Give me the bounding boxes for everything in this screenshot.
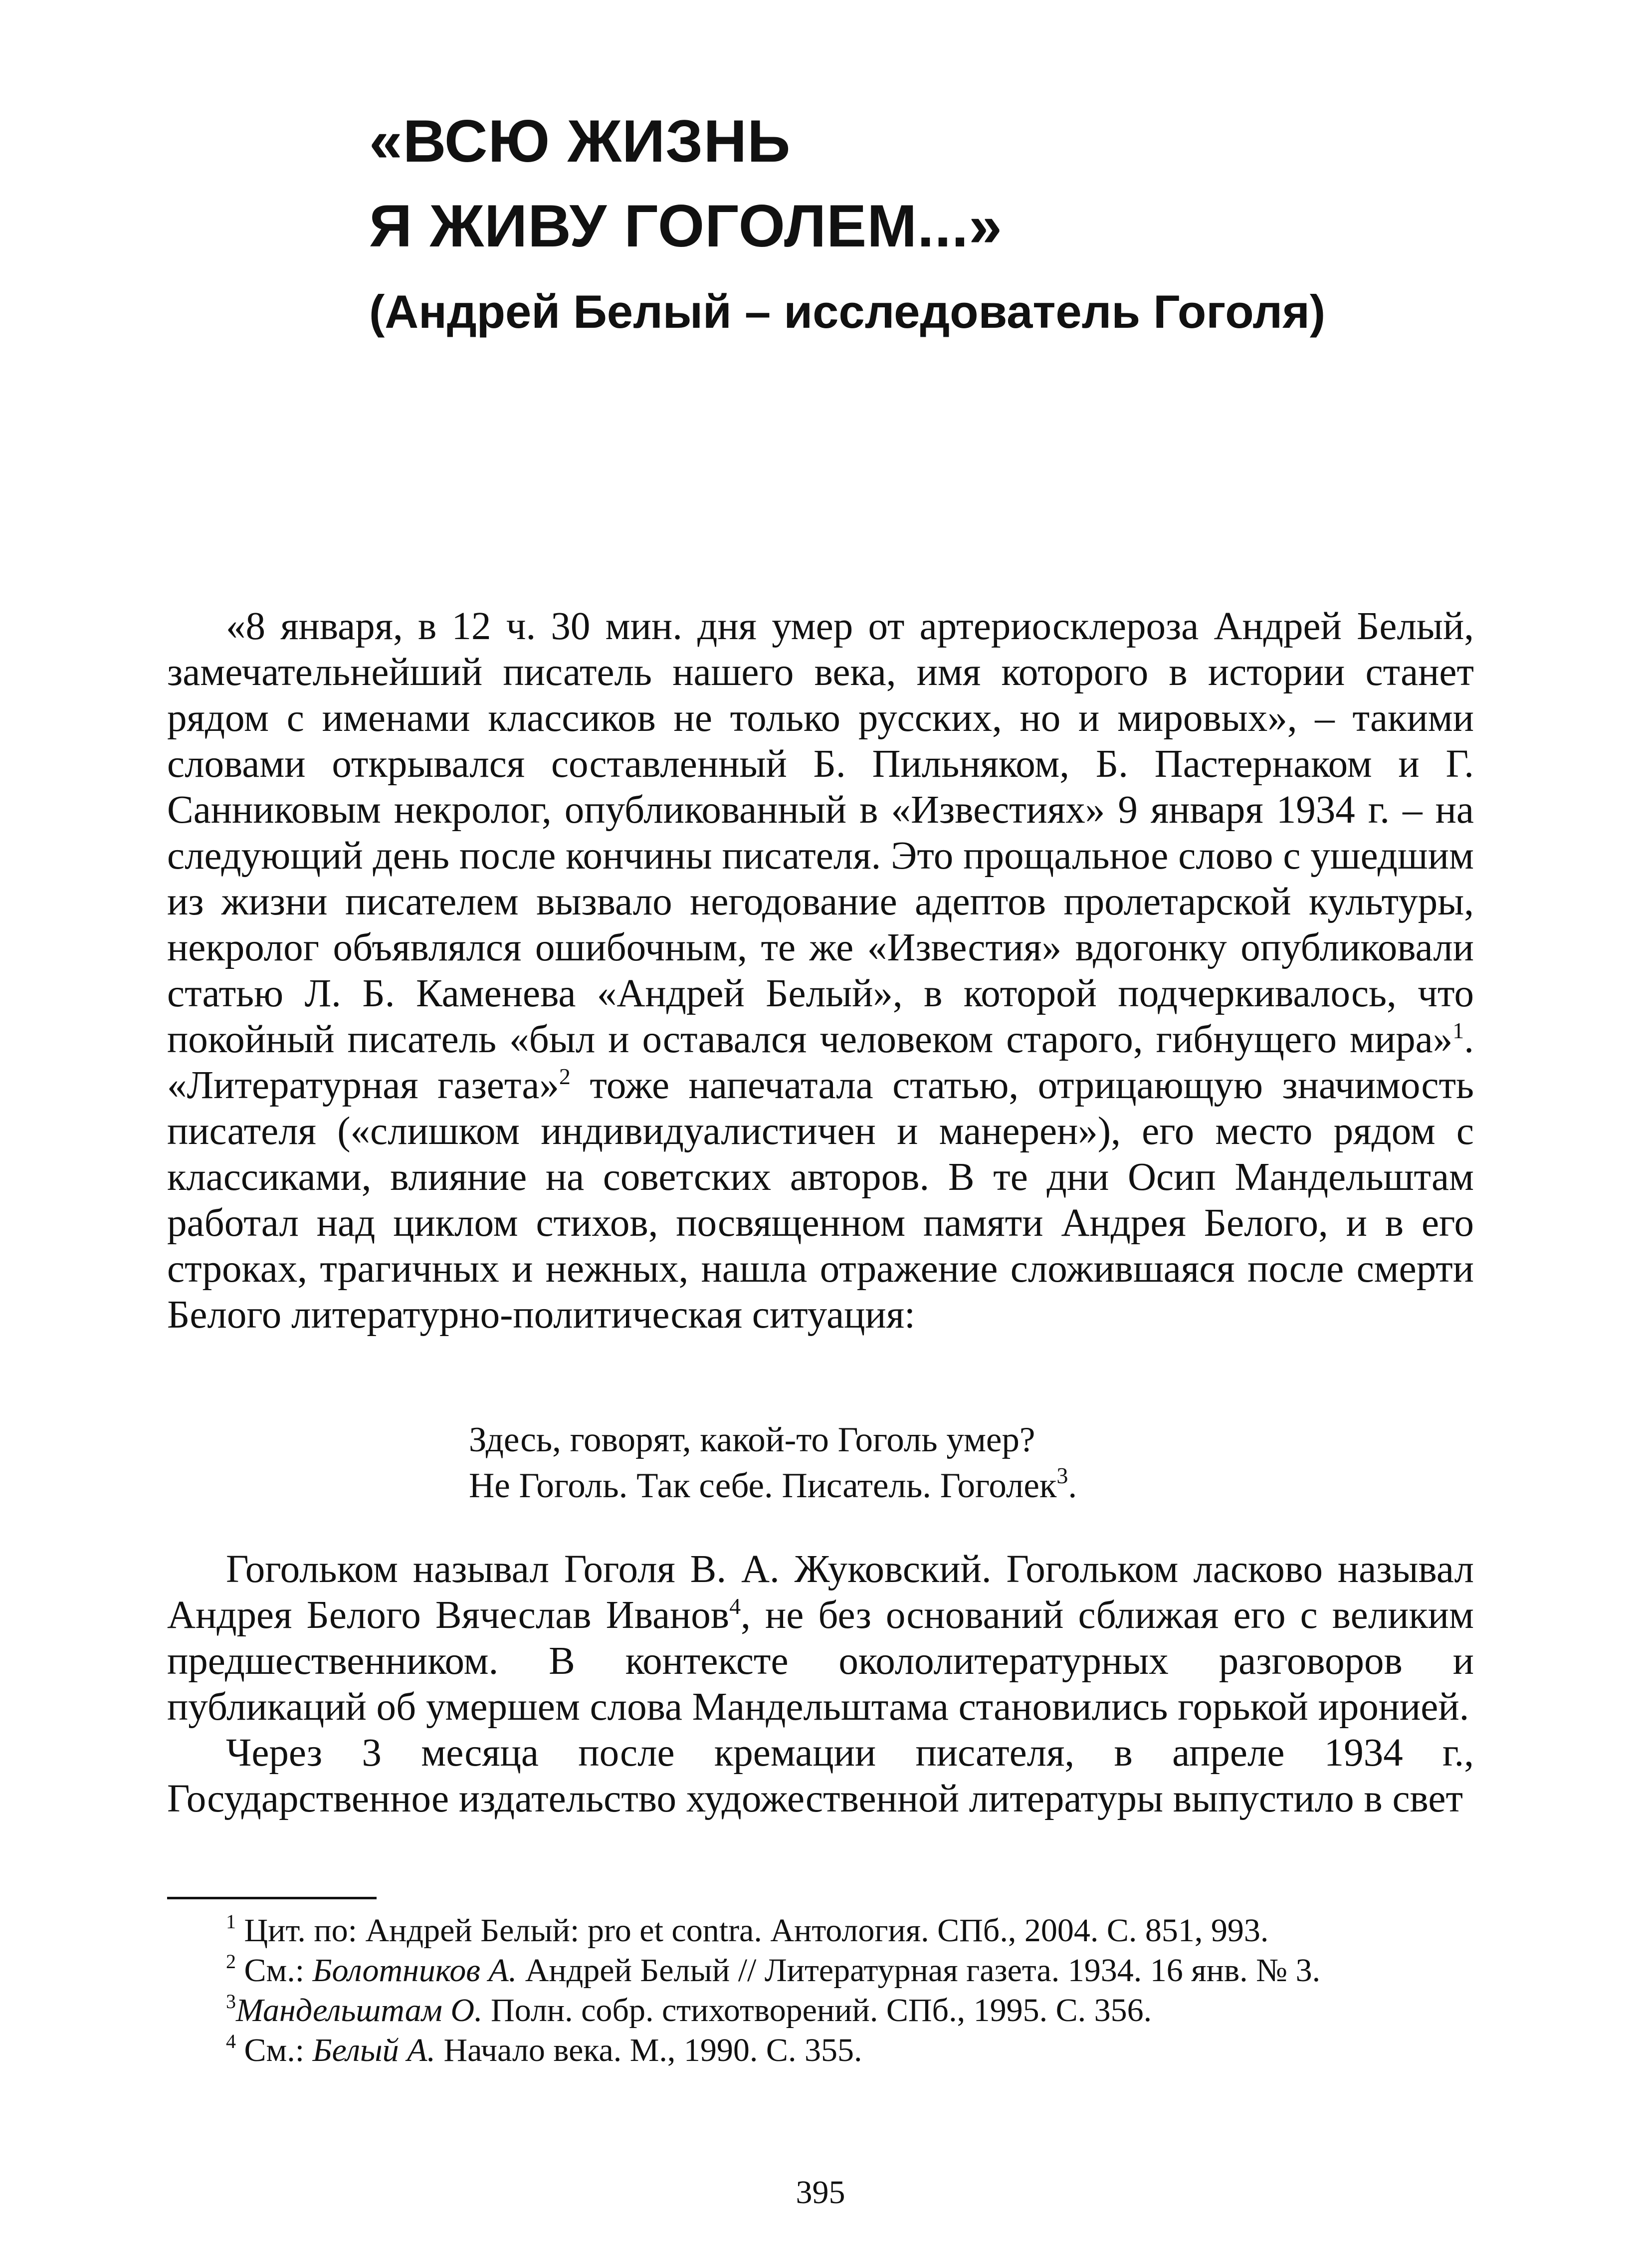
paragraph-2-text-a: Гогольком называл Гоголя В. А. Жуковский. Гогольком ласково называл Андрея Белого Вячеслав Иванов <box>167 1548 1474 1637</box>
footnote-2 <box>167 1951 1474 1991</box>
footnote-4 <box>167 2031 1474 2070</box>
page-number: 395 <box>796 2174 845 2211</box>
paragraph-3: Через 3 месяца после кремации писателя, в апреле 1934 г., Государственное издательство художественной литературы выпустило в свет <box>167 1731 1474 1820</box>
poem-line-2-text: Не Гоголь. Так себе. Писатель. Гоголек <box>469 1466 1057 1505</box>
poem-quote <box>469 1417 1417 1509</box>
footnote-2-number: 2 <box>226 1950 236 1973</box>
chapter-title-line-2: Я ЖИВУ ГОГОЛЕМ...» <box>369 193 1003 259</box>
footnote-3-author: Мандельштам О. <box>236 1992 483 2029</box>
footnote-2-prefix: См.: <box>236 1952 313 1989</box>
paragraph-2 <box>167 1547 1474 1730</box>
footnote-1 <box>167 1911 1474 1951</box>
footnote-4-number: 4 <box>226 2030 236 2052</box>
footnote-divider <box>167 1897 377 1899</box>
footnote-4-author: Белый А. <box>312 2032 435 2068</box>
footnote-3-number: 3 <box>226 1990 236 2013</box>
poem-line-2 <box>469 1463 1417 1509</box>
paragraph-1-text-b: . «Литературная газета» <box>167 1018 1474 1107</box>
footnote-4-prefix: См.: <box>236 2032 313 2068</box>
footnote-4-text: Начало века. М., 1990. С. 355. <box>435 2032 862 2068</box>
paragraph-1 <box>167 604 1474 1338</box>
footnote-3 <box>167 1991 1474 2031</box>
chapter-subtitle: (Андрей Белый – исследователь Гоголя) <box>369 285 1326 338</box>
footnote-ref-4: 4 <box>729 1593 741 1619</box>
footnote-ref-3: 3 <box>1056 1463 1068 1488</box>
footnotes <box>167 1911 1474 2070</box>
chapter-title <box>369 99 1466 268</box>
paragraph-2-text-b: , не без оснований сближая его с великим предшественником. В контексте окололитературных разговоров и публикаций об умершем слова Мандельштама становились горькой иронией. <box>167 1593 1474 1729</box>
poem-line-2-end: . <box>1068 1466 1077 1505</box>
footnote-ref-2: 2 <box>559 1064 571 1089</box>
paragraph-1-text-c: тоже напечатала статью, отрицающую значимость писателя («слишком индивидуалистичен и манерен»), его место рядом с классиками, влияние на советских авторов. В те дни Осип Мандельштам работал над циклом стихов, посвященном памяти Андрея Белого, и в его строках, трагичных и нежных, нашла отражение сложившаяся после смерти Белого литературно-политическая ситуация: <box>167 1064 1474 1337</box>
footnote-2-text: Андрей Белый // Литературная газета. 1934. 16 янв. № 3. <box>517 1952 1321 1989</box>
footnote-3-text: Полн. собр. стихотворений. СПб., 1995. С. 356. <box>482 1992 1152 2029</box>
chapter-title-line-1: «ВСЮ ЖИЗНЬ <box>369 108 791 175</box>
body-text-upper <box>167 604 1474 1338</box>
paragraph-1-text-a: «8 января, в 12 ч. 30 мин. дня умер от артериосклероза Андрей Белый, замечательнейший писатель нашего века, имя которого в истории станет рядом с именами классиков не только русских, но и мировых», – такими словами открывался составленный Б. Пильняком, Б. Пастернаком и Г. Санниковым некролог, опубликованный в «Известиях» 9 января 1934 г. – на следующий день после кончины писателя. Это прощальное слово с ушедшим из жизни писателем вызвало негодование адептов пролетарской культуры, некролог объявлялся ошибочным, те же «Известия» вдогонку опубликовали статью Л. Б. Каменева «Андрей Белый», в которой подчеркивалось, что покойный писатель «был и оставался человеком старого, гибнущего мира» <box>167 605 1474 1061</box>
footnote-2-author: Болотников А. <box>312 1952 517 1989</box>
footnote-ref-1: 1 <box>1452 1018 1464 1043</box>
footnote-1-number: 1 <box>226 1910 236 1933</box>
body-text-lower <box>167 1547 1474 1822</box>
footnote-1-text: Цит. по: Андрей Белый: pro et contra. Антология. СПб., 2004. С. 851, 993. <box>236 1912 1269 1949</box>
poem-line-1: Здесь, говорят, какой-то Гоголь умер? <box>469 1420 1035 1459</box>
